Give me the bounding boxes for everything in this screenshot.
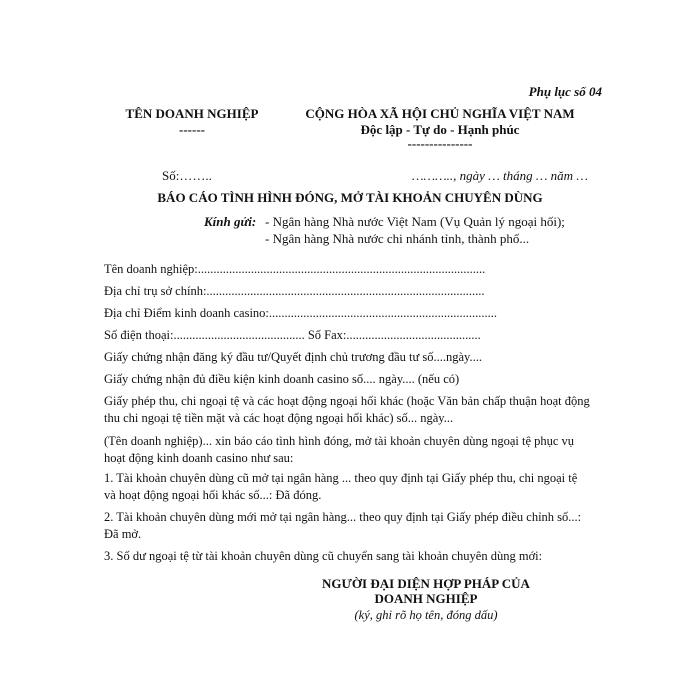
signature-note: (ký, ghi rõ họ tên, đóng dấu) [354, 608, 498, 622]
recipients-label: Kính gửi: [204, 214, 257, 229]
recipient-line-1: - Ngân hàng Nhà nước Việt Nam (Vụ Quản lý ngoại hối); [265, 214, 565, 229]
field-investment-cert: Giấy chứng nhận đăng ký đầu tư/Quyết định chủ trương đầu tư số....ngày.... [104, 350, 482, 364]
nation-heading: CỘNG HÒA XÃ HỘI CHỦ NGHĨA VIỆT NAM [305, 106, 575, 121]
document-date: ……….., ngày … tháng … năm … [412, 168, 588, 183]
field-phone-fax: Số điện thoại:.......................................... Số Fax:........................................... [104, 328, 481, 342]
body-item-1: 1. Tài khoản chuyên dùng cũ mở tại ngân hàng ... theo quy định tại Giấy phép thu, chi ngoại tệ và hoạt động ngoại hối khác số...: Đã đóng. [104, 471, 578, 502]
signature-title: NGƯỜI ĐẠI DIỆN HỢP PHÁP CỦA DOANH NGHIỆP [322, 576, 530, 606]
field-casino-address: Địa chỉ Điểm kinh doanh casino:......................................................................... [104, 306, 498, 320]
field-head-office: Địa chỉ trụ sở chính:......................................................................................... [104, 284, 485, 298]
company-heading-rule: ------ [179, 122, 205, 137]
field-casino-cert: Giấy chứng nhận đủ điều kiện kinh doanh casino số.... ngày.... (nếu có) [104, 372, 460, 386]
body-item-3: 3. Số dư ngoại tệ từ tài khoản chuyên dùng cũ chuyển sang tài khoản chuyên dùng mới: [104, 549, 543, 563]
company-name-heading: TÊN DOANH NGHIỆP [125, 106, 259, 121]
body-intro: (Tên doanh nghiệp)... xin báo cáo tình hình đóng, mở tài khoản chuyên dùng ngoại tệ phục vụ hoạt động kinh doanh casino như sau: [104, 434, 575, 465]
field-fx-license: Giấy phép thu, chi ngoại tệ và các hoạt động ngoại hối khác (hoặc Văn bản chấp thuận hoạt động thu chi ngoại tệ tiền mặt và các hoạt động ngoại hối khác) số... ngày... [104, 394, 590, 425]
nation-motto-rule: --------------- [407, 136, 473, 151]
document-number: Số:…….. [162, 168, 212, 183]
field-company-name: Tên doanh nghiệp:............................................................................................ [104, 262, 486, 276]
report-title: BÁO CÁO TÌNH HÌNH ĐÓNG, MỞ TÀI KHOẢN CHUYÊN DÙNG [157, 190, 543, 205]
nation-motto: Độc lập - Tự do - Hạnh phúc [360, 122, 520, 137]
recipient-line-2: - Ngân hàng Nhà nước chi nhánh tỉnh, thành phố... [265, 231, 530, 246]
body-item-2: 2. Tài khoản chuyên dùng mới mở tại ngân hàng... theo quy định tại Giấy phép điều chỉnh số...: Đã mở. [104, 510, 582, 541]
appendix-label: Phụ lục số 04 [528, 84, 602, 99]
